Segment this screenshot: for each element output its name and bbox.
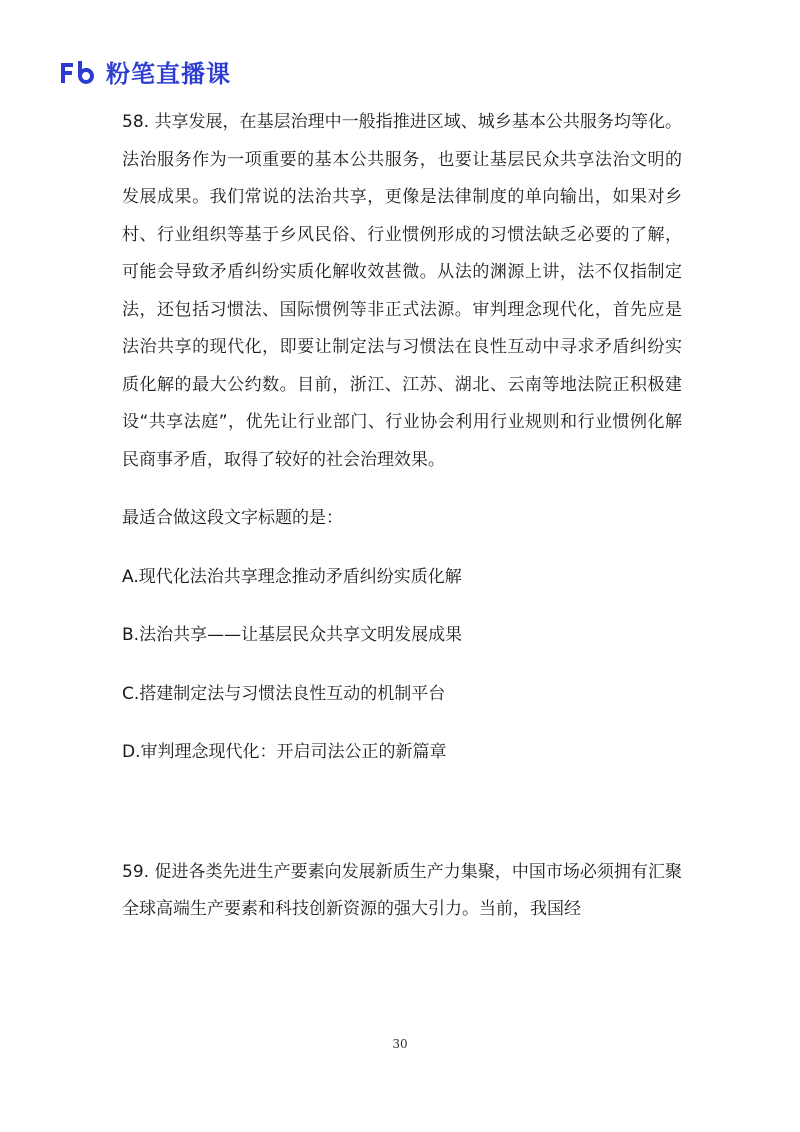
question-58-passage: 58. 共享发展，在基层治理中一般指推进区域、城乡基本公共服务均等化。法治服务作为一项重要的基本公共服务，也要让基层民众共享法治文明的发展成果。我们常说的法治共享，更像是法律制度的单向输出，如果对乡村、行业组织等基于乡风民俗、行业惯例形成的习惯法缺乏必要的了解，可能会导致矛盾纠纷实质化解收效甚微。从法的渊源上讲，法不仅指制定法，还包括习惯法、国际惯例等非正式法源。审判理念现代化，首先应是法治共享的现代化，即要让制定法与习惯法在良性互动中寻求矛盾纠纷实质化解的最大公约数。目前，浙江、江苏、湖北、云南等地法院正积极建设“共享法庭”，优先让行业部门、行业协会利用行业规则和行业惯例化解民商事矛盾，取得了较好的社会治理效果。 bbox=[122, 112, 682, 470]
option-d: D.审判理念现代化：开启司法公正的新篇章 bbox=[122, 742, 447, 762]
logo-text: 粉笔直播课 bbox=[106, 60, 231, 88]
question-59-passage: 59. 促进各类先进生产要素向发展新质生产力集聚，中国市场必须拥有汇聚全球高端生产要素和科技创新资源的强大引力。当前，我国经 bbox=[122, 861, 682, 919]
page-number: 30 bbox=[392, 1037, 408, 1051]
option-b: B.法治共享——让基层民众共享文明发展成果 bbox=[122, 625, 463, 645]
brand-logo bbox=[58, 54, 231, 89]
option-c: C.搭建制定法与习惯法良性互动的机制平台 bbox=[122, 683, 446, 704]
document-body bbox=[122, 104, 682, 929]
question-58-stem: 最适合做这段文字标题的是： bbox=[122, 508, 343, 528]
option-a: A.现代化法治共享理念推动矛盾纠纷实质化解 bbox=[122, 566, 462, 587]
fenbi-logo-icon bbox=[58, 59, 98, 85]
